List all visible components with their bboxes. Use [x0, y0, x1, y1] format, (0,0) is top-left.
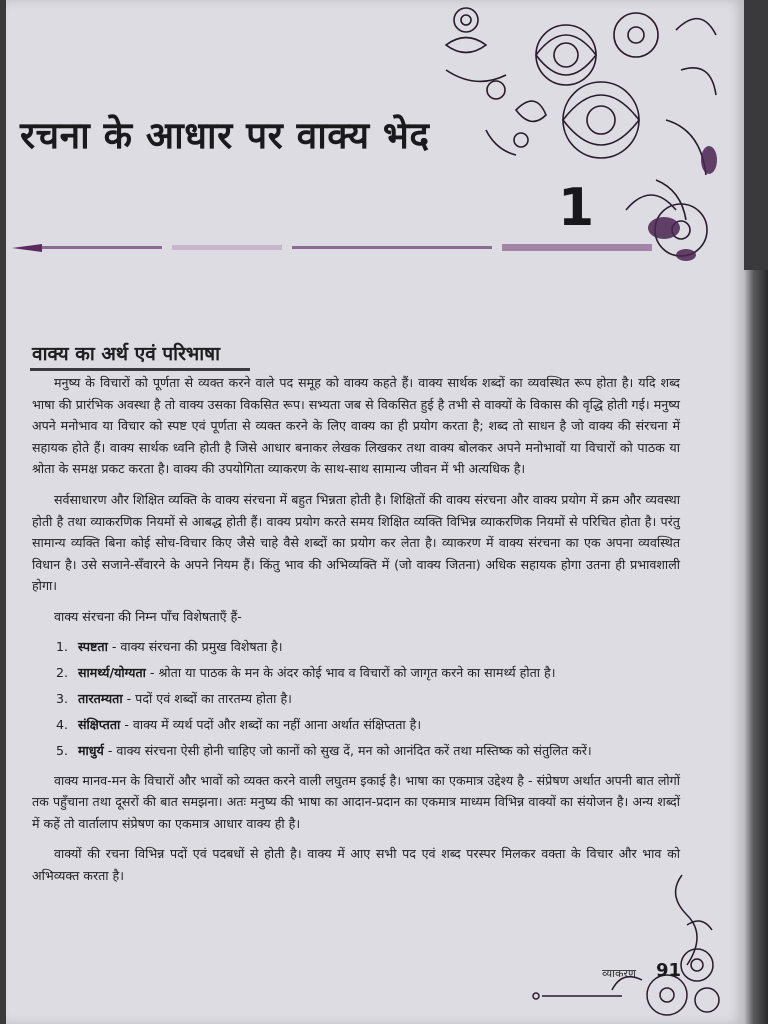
footer-subject: व्याकरण [602, 967, 636, 980]
book-page [6, 0, 744, 1024]
paragraph-composition: वाक्यों की रचना विभिन्न पदों एवं पदबधों से होती है। वाक्य में आए सभी पद एवं शब्द परस्पर मिलकर वक्ता के विचार और भाव को अभिव्यक्त करता है। [32, 846, 680, 883]
list-item: 4. संक्षिप्तता - वाक्य में व्यर्थ पदों और शब्दों का नहीं आना अर्थात संक्षिप्तता है। [56, 716, 422, 732]
decorative-rule [12, 240, 652, 254]
list-item: 2. सामर्थ्य/योग्यता - श्रोता या पाठक के मन के अंदर कोई भाव व विचारों को जागृत करने का सामर्थ्य होता है। [56, 664, 556, 680]
list-item: 1. स्पष्टता - वाक्य संरचना की प्रमुख विशेषता है। [56, 638, 283, 654]
body-text [32, 372, 680, 896]
features-list [32, 634, 680, 764]
chapter-number: 1 [558, 178, 595, 238]
paragraph-definition: मनुष्य के विचारों को पूर्णता से व्यक्त करने वाले पद समूह को वाक्य कहते हैं। वाक्य सार्थक शब्दों का व्यवस्थित रूप होता है। यदि शब्द भाषा की प्रारंभिक अवस्था है तो वाक्य उसका विकसित रूप। सभ्यता जब से विकसित हुई है तभी से वाक्यों के विकास की वृद्धि होती गई। मनुष्य अपने मनोभाव या विचार को स्पष्ट एवं पूर्णता से व्यक्त करने के लिए वाक्य का ही प्रयोग करता है; शब्द तो साधन है जो वाक्य की संरचना में सहायक होते हैं। वाक्य सार्थक ध्वनि होती है जिसे आधार बनाकर लेखक लिखकर तथा वाक्य बोलकर अपने मनोभावों या विचारों को पाठक या श्रोता के समक्ष प्रकट करता है। वाक्य की उपयोगिता व्याकरण के साथ-साथ सामान्य जीवन में भी अत्यधिक है। [32, 375, 680, 477]
paragraph-structure: सर्वसाधारण और शिक्षित व्यक्ति के वाक्य संरचना में बहुत भिन्नता होती है। शिक्षितों की वाक्य संरचना और वाक्य प्रयोग में क्रम और व्यवस्था होती है तथा व्याकरणिक नियमों से आबद्ध होती हैं। वाक्य प्रयोग करते समय शिक्षित व्यक्ति विभिन्न व्याकरणिक नियमों से परिचित होता है। परंतु सामान्य व्यक्ति बिना कोई सोच-विचार किए जैसे चाहे वैसे शब्दों का प्रयोग कर लेता है। व्याकरण में वाक्य संरचना का एक अपना व्यवस्थित विधान है। उसे सजाने-सँवारने के अपने नियम हैं। किंतु भाव की अभिव्यक्ति में (जो वाक्य जितना) अधिक सहायक होगा उतना ही प्रभावशाली होगा। [32, 491, 680, 594]
book-spine-shadow [744, 270, 768, 1024]
list-item: 3. तारतम्यता - पदों एवं शब्दों का तारतम्य होता है। [56, 690, 292, 706]
floral-corner-icon [522, 870, 722, 1024]
chapter-title: रचना के आधार पर वाक्य भेद [20, 114, 430, 157]
list-item: 5. माधुर्य - वाक्य संरचना ऐसी होनी चाहिए जो कानों को सुख दें, मन को आनंदित करें तथा मस्तिष्क को संतुलित करें। [56, 742, 592, 758]
section-underline [30, 368, 250, 371]
page-number: 91 [656, 960, 682, 981]
paragraph-communication: वाक्य मानव-मन के विचारों और भावों को व्यक्त करने वाली लघुतम इकाई है। भाषा का एकमात्र उद्देश्य है - संप्रेषण अर्थात अपनी बात लोगों तक पहुँचाना तथा दूसरों की बात समझना। अतः मनुष्य की भाषा का आदान-प्रदान का एकमात्र माध्यम विभिन्न वाक्यों का संयोजन है। अन्य शब्दों में कहें तो वार्तालाप संप्रेषण का एकमात्र आधार वाक्य ही है। [32, 772, 680, 831]
features-intro: वाक्य संरचना की निम्न पाँच विशेषताएँ हैं- [54, 608, 242, 624]
section-heading: वाक्य का अर्थ एवं परिभाषा [32, 343, 221, 365]
